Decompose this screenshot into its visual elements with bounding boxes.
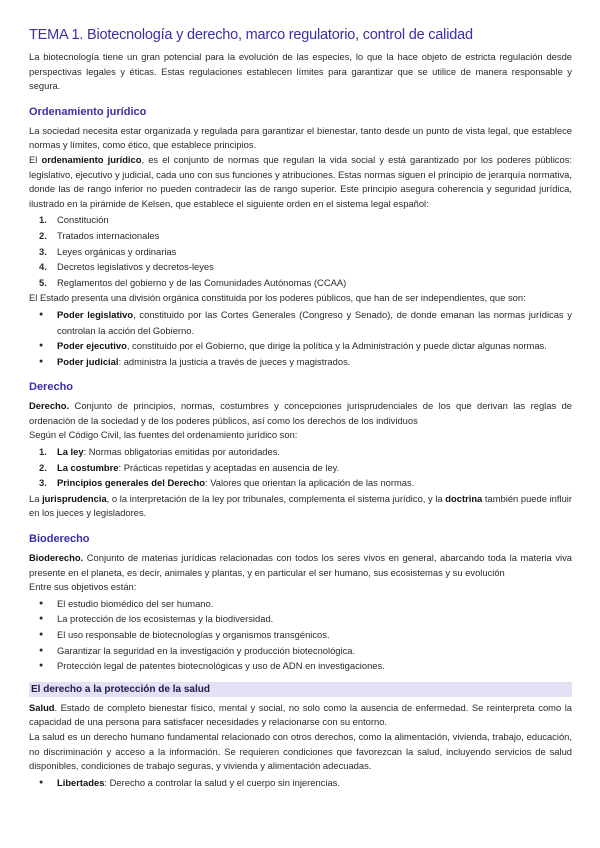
list-item: ● Poder judicial: administra la justicia a través de jueces y magistrados. (29, 354, 572, 370)
paragraph: Bioderecho. Conjunto de materias jurídicas relacionadas con todos los seres vivos en general, abarcando toda la materia viva presente en el planeta, es decir, animales y plantas, y en particular el ser humano, sus ecosistemas y su evolución (29, 552, 572, 578)
health-list (29, 775, 572, 791)
goals-list (29, 596, 572, 674)
sources-list (29, 444, 572, 491)
paragraph: Entre sus objetivos están: (29, 581, 137, 593)
list-item: ● Garantizar la seguridad en la investigación y producción biotecnológica. (29, 643, 572, 659)
document-title: TEMA 1. Biotecnología y derecho, marco regulatorio, control de calidad (29, 27, 473, 43)
powers-list (29, 307, 572, 369)
list-item: ● El uso responsable de biotecnologías y organismos transgénicos. (29, 627, 572, 643)
paragraph: El Estado presenta una división orgánica constituida por los poderes públicos, que han de ser independientes, que son: (29, 292, 526, 304)
paragraph: El ordenamiento jurídico, es el conjunto de normas que regulan la vida social y está garantizado por los poderes públicos: legislativo, ejecutivo y judicial, cada uno con sus funciones y atribuciones. Estas normas siguen el principio de jerarquía normativa, donde las de rango inferior no pueden contradecir las de rango superior. Este principio asegura coherencia y seguridad jurídica, ilustrado en la pirámide de Kelsen, que establece el siguiente orden en el sistema legal español: (29, 153, 572, 209)
list-item: ● Poder legislativo, constituido por las Cortes Generales (Congreso y Senado), de donde emanan las normas jurídicas y controlan la acción del Gobierno. (29, 307, 572, 338)
section-heading-salud: El derecho a la protección de la salud (29, 682, 572, 697)
list-item: ● Protección legal de patentes biotecnológicas y uso de ADN en investigaciones. (29, 658, 572, 674)
list-item: ● El estudio biomédico del ser humano. (29, 596, 572, 612)
list-item: 1. La ley: Normas obligatorias emitidas por autoridades. (39, 446, 281, 458)
list-item: ● La protección de los ecosistemas y la biodiversidad. (29, 611, 572, 627)
section-heading-bioderecho: Bioderecho (29, 533, 90, 546)
paragraph: Derecho. Conjunto de principios, normas, costumbres y concepciones jurisprudenciales de los que derivan las reglas de ordenación de la sociedad y de los poderes públicos, así como los derechos de los individuos (29, 400, 572, 426)
list-item: 3. Leyes orgánicas y ordinarias (39, 245, 177, 257)
paragraph: La sociedad necesita estar organizada y regulada para garantizar el bienestar, tanto desde un punto de vista legal, que establece normas y límites, como ético, que establece principios. (29, 124, 572, 151)
list-item: 2. Tratados internacionales (39, 229, 160, 241)
list-item: 1. Constitución (39, 214, 109, 226)
bold-term: ordenamiento jurídico (41, 153, 142, 165)
section-heading-ordenamiento: Ordenamiento jurídico (29, 105, 147, 118)
hierarchy-list (29, 212, 572, 290)
list-item: ● Poder ejecutivo, constituido por el Gobierno, que dirige la política y la Administración y puede dictar algunas normas. (29, 338, 572, 354)
list-item: ● Libertades: Derecho a controlar la salud y el cuerpo sin injerencias. (29, 775, 572, 791)
list-item: 5. Reglamentos del gobierno y de las Comunidades Autónomas (CCAA) (39, 276, 347, 288)
paragraph: La salud es un derecho humano fundamental relacionado con otros derechos, como la alimentación, vivienda, trabajo, educación, no discriminación y acceso a la información. Se requieren condiciones que favorezcan la salud, incluyendo servicios de salud disponibles, condiciones de trabajo seguras, y vivienda y alimentación adecuadas. (29, 730, 572, 772)
document-page (29, 26, 572, 791)
paragraph: Salud. Estado de completo bienestar físico, mental y social, no solo como la ausencia de enfermedad. Se reinterpreta como la capacidad de una persona para satisfacer necesidades y relacionarse con su entorno. (29, 701, 572, 728)
list-item: 3. Principios generales del Derecho: Valores que orientan la aplicación de las normas. (39, 477, 415, 489)
list-item: 2. La costumbre: Prácticas repetidas y aceptadas en ausencia de ley. (39, 461, 340, 473)
section-heading-derecho: Derecho (29, 381, 74, 394)
intro-paragraph: La biotecnología tiene un gran potencial para la evolución de las especies, lo que la hace objeto de estricta regulación desde perspectivas legales y éticas. Estas regulaciones establecen límites para garantizar que se utilice de manera responsable y segura. (29, 51, 572, 92)
list-item: 4. Decretos legislativos y decretos-leyes (39, 261, 214, 273)
paragraph: Según el Código Civil, las fuentes del ordenamiento jurídico son: (29, 429, 298, 441)
paragraph: La jurisprudencia, o la interpretación de la ley por tribunales, complementa el sistema jurídico, y la doctrina también puede influir en los jueces y legisladores. (29, 492, 572, 519)
